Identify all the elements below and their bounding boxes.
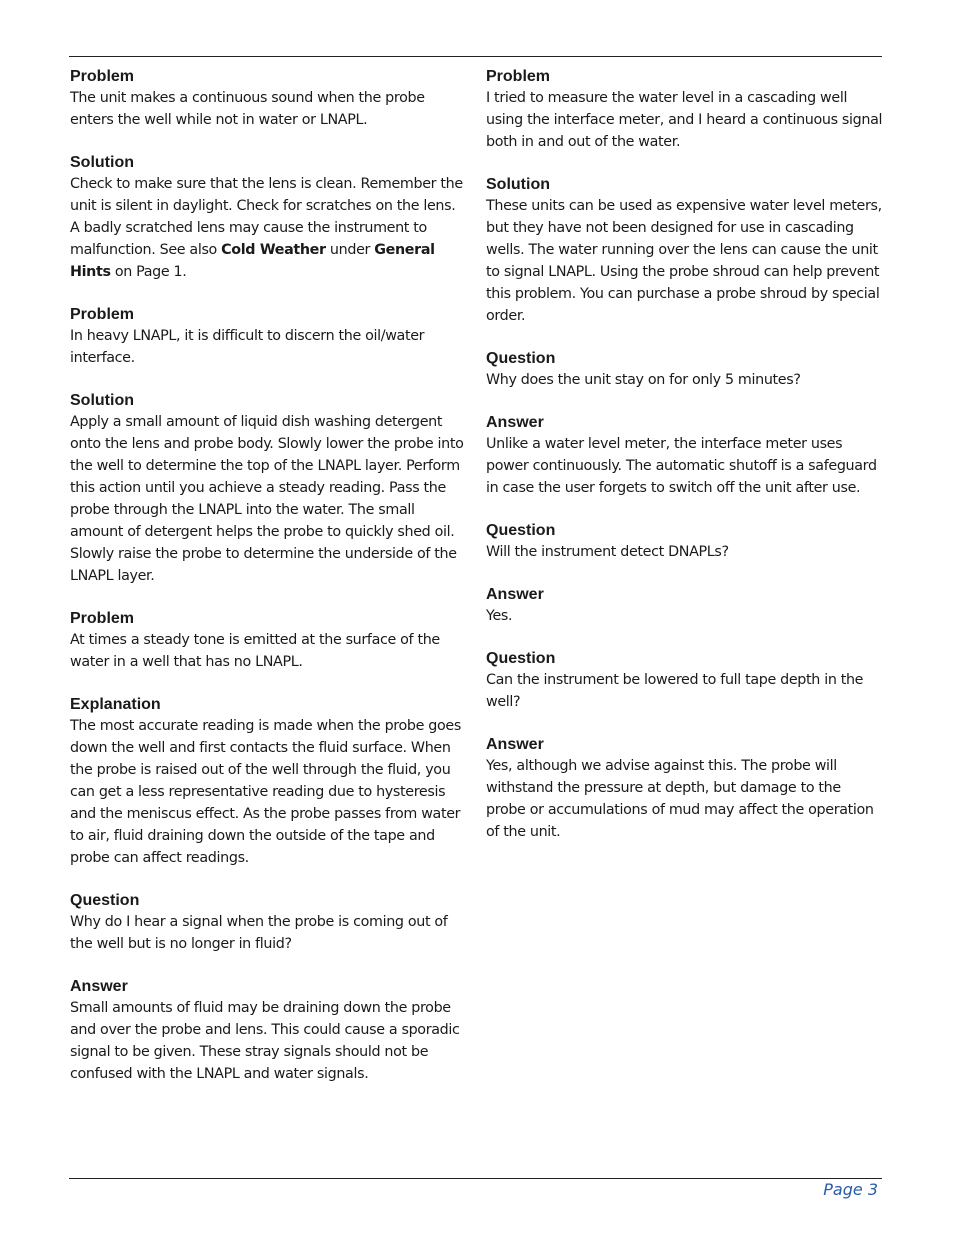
section-body: I tried to measure the water level in a cascading well using the interface meter, and I heard a continuous signal both in and out of the water.	[486, 90, 883, 150]
section-body: The most accurate reading is made when the probe goes down the well and first contacts the fluid surface. When the probe is raised out of the well through the fluid, you can get a less representative reading due to hysteresis and the meniscus effect. As the probe passes from water to air, fluid draining down the outside of the tape and probe can affect readings.	[70, 718, 461, 866]
faq-section	[486, 521, 884, 563]
faq-section	[486, 349, 884, 391]
left-column	[70, 67, 468, 1107]
section-body: Unlike a water level meter, the interface meter uses power continuously. The automatic shutoff is a safeguard in case the user forgets to switch off the unit after use.	[486, 436, 877, 496]
faq-section	[70, 609, 468, 673]
section-body	[70, 173, 468, 283]
section-heading: Solution	[486, 176, 550, 193]
top-divider	[69, 56, 882, 57]
page-number: Page 3	[823, 1180, 878, 1199]
section-heading: Question	[486, 350, 556, 367]
section-body: Yes, although we advise against this. The probe will withstand the pressure at depth, but damage to the probe or accumulations of mud may affect the operation of the unit.	[486, 758, 874, 840]
section-heading: Problem	[70, 610, 135, 627]
bold-term-cold-weather: Cold Weather	[221, 242, 326, 258]
section-heading: Solution	[70, 392, 134, 409]
section-heading: Answer	[486, 414, 544, 431]
section-body: Why does the unit stay on for only 5 minutes?	[486, 372, 801, 388]
faq-section	[70, 977, 468, 1085]
section-body: Will the instrument detect DNAPLs?	[486, 544, 729, 560]
faq-section	[486, 175, 884, 327]
section-heading: Problem	[486, 68, 551, 85]
bold-term-general-hints: General Hints	[70, 242, 435, 280]
section-body: Can the instrument be lowered to full tape depth in the well?	[486, 672, 864, 710]
section-heading: Answer	[486, 736, 544, 753]
section-body: Yes.	[486, 608, 513, 624]
faq-section	[70, 67, 468, 131]
faq-section	[70, 695, 468, 869]
section-heading: Solution	[70, 154, 134, 171]
section-body: At times a steady tone is emitted at the surface of the water in a well that has no LNAPL.	[70, 632, 440, 670]
body-text: under	[325, 242, 375, 258]
faq-section	[486, 585, 884, 627]
section-body: Small amounts of fluid may be draining down the probe and over the probe and lens. This could cause a sporadic signal to be given. These stray signals should not be confused with the LNAPL and water signals.	[70, 1000, 460, 1082]
section-body: These units can be used as expensive water level meters, but they have not been designed for use in cascading wells. The water running over the lens can cause the unit to signal LNAPL. Using the probe shroud can help prevent this problem. You can purchase a probe shroud by special order.	[486, 198, 882, 324]
section-heading: Question	[486, 522, 556, 539]
bottom-divider	[69, 1178, 882, 1179]
faq-section	[486, 735, 884, 843]
faq-section	[486, 413, 884, 499]
section-body: The unit makes a continuous sound when the probe enters the well while not in water or LNAPL.	[70, 90, 425, 128]
right-column	[486, 67, 884, 865]
section-heading: Question	[70, 892, 140, 909]
section-body: In heavy LNAPL, it is difficult to discern the oil/water interface.	[70, 328, 425, 366]
section-heading: Problem	[70, 306, 135, 323]
section-heading: Problem	[70, 68, 135, 85]
section-heading: Question	[486, 650, 556, 667]
section-body: Apply a small amount of liquid dish washing detergent onto the lens and probe body. Slowly lower the probe into the well to determine the top of the LNAPL layer. Perform this action until you achieve a steady reading. Pass the probe through the LNAPL into the water. The small amount of detergent helps the probe to quickly shed oil. Slowly raise the probe to determine the underside of the LNAPL layer.	[70, 414, 464, 584]
section-heading: Answer	[486, 586, 544, 603]
faq-section	[486, 649, 884, 713]
faq-section	[70, 153, 468, 283]
body-text: on Page 1.	[110, 264, 187, 280]
faq-section	[70, 391, 468, 587]
section-body: Why do I hear a signal when the probe is coming out of the well but is no longer in fluid?	[70, 914, 448, 952]
faq-section	[486, 67, 884, 153]
section-heading: Explanation	[70, 696, 161, 713]
body-text: Check to make sure that the lens is clean. Remember the unit is silent in daylight. Check for scratches on the lens. A badly scratched lens may cause the instrument to malfunction. See also	[70, 176, 463, 258]
faq-section	[70, 305, 468, 369]
section-heading: Answer	[70, 978, 128, 995]
faq-section	[70, 891, 468, 955]
